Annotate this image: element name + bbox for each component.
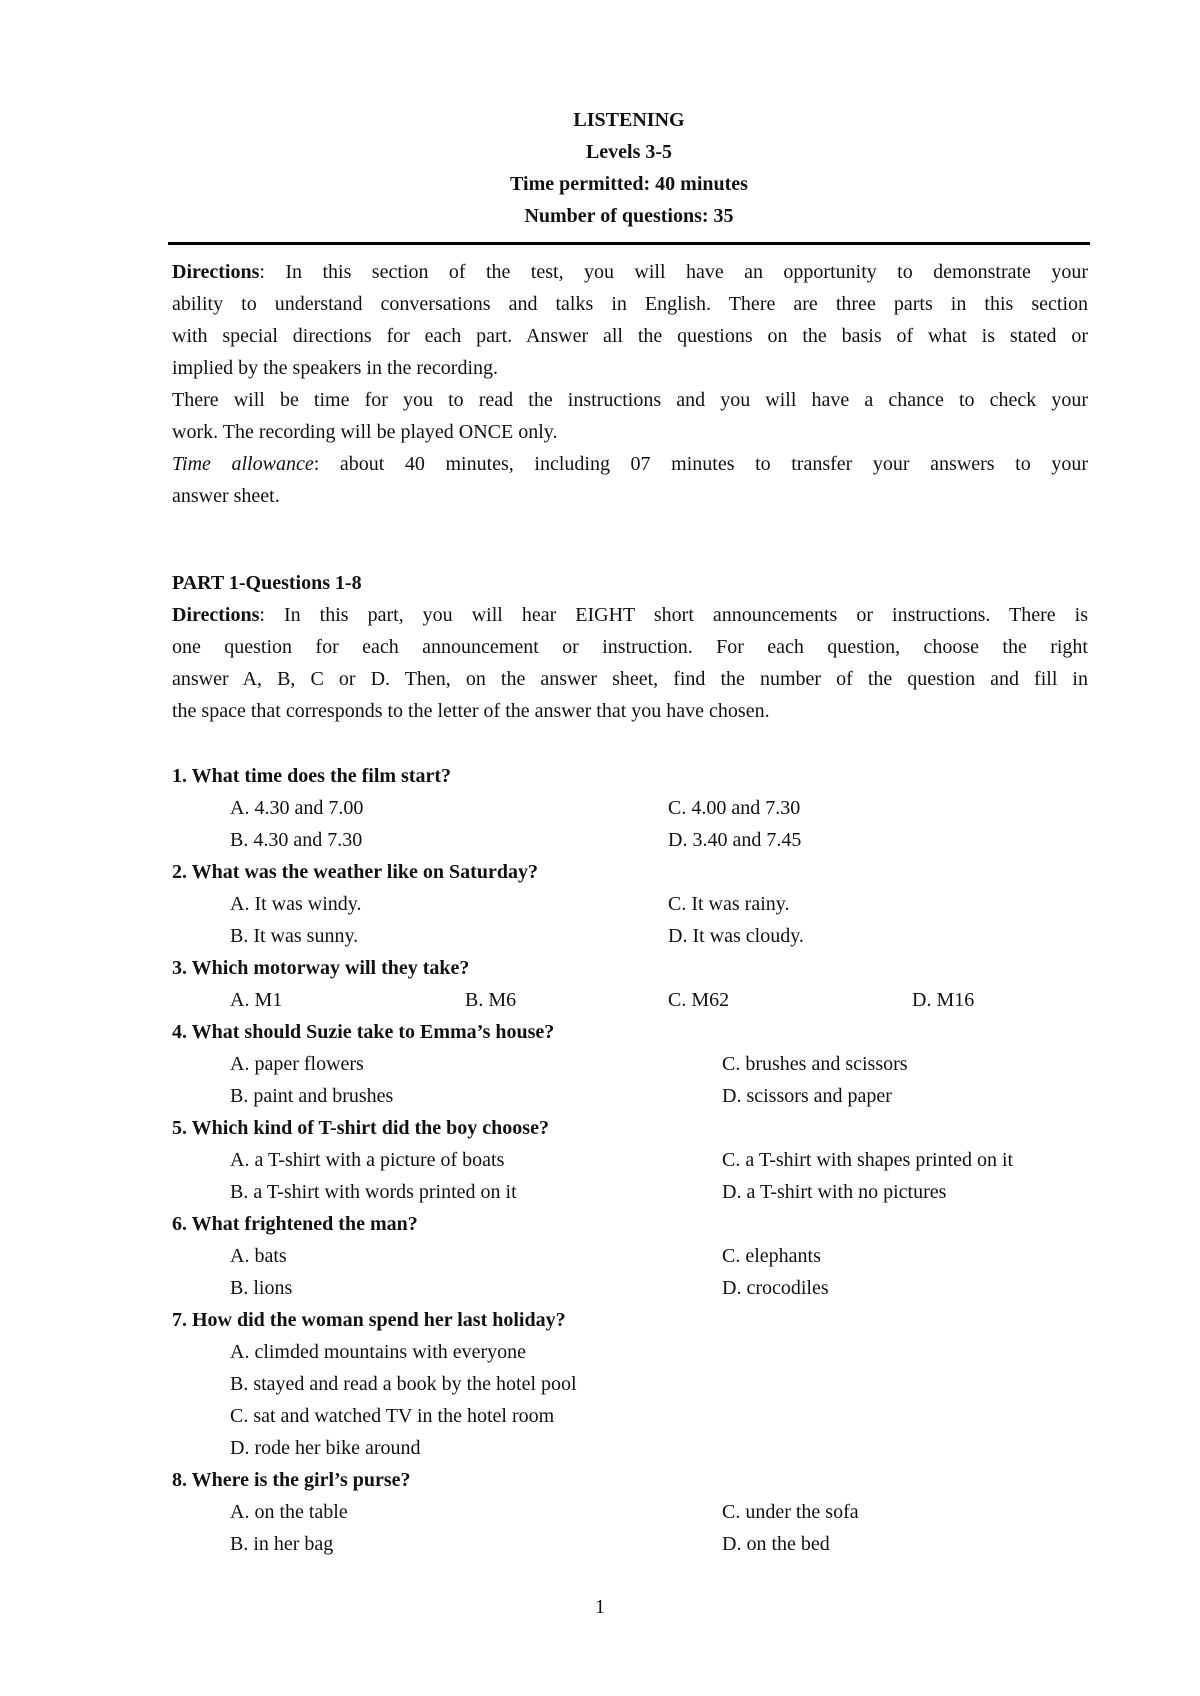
q2-option-a: A. It was windy. <box>230 893 362 915</box>
q5-option-c: C. a T-shirt with shapes printed on it <box>722 1149 1014 1171</box>
q7-option-c: C. sat and watched TV in the hotel room <box>230 1405 555 1427</box>
question-8: 8. Where is the girl’s purse? <box>172 1469 411 1491</box>
question-4: 4. What should Suzie take to Emma’s house? <box>172 1021 555 1043</box>
q1-option-a: A. 4.30 and 7.00 <box>230 797 364 819</box>
test-header <box>168 104 1090 232</box>
question-1: 1. What time does the film start? <box>172 765 452 787</box>
q7-option-b: B. stayed and read a book by the hotel pool <box>230 1373 577 1395</box>
levels: Levels 3-5 <box>585 141 673 163</box>
header-divider <box>168 242 1090 245</box>
question-3: 3. Which motorway will they take? <box>172 957 470 979</box>
q8-option-d: D. on the bed <box>722 1533 830 1555</box>
q8-option-a: A. on the table <box>230 1501 348 1523</box>
question-7: 7. How did the woman spend her last holiday? <box>172 1309 566 1331</box>
number-of-questions: Number of questions: 35 <box>524 205 734 227</box>
q3-option-c: C. M62 <box>668 989 730 1011</box>
q7-option-a: A. climded mountains with everyone <box>230 1341 527 1363</box>
q8-option-c: C. under the sofa <box>722 1501 859 1523</box>
page-number: 1 <box>595 1596 605 1618</box>
q3-option-a: A. M1 <box>230 989 283 1011</box>
q5-option-d: D. a T-shirt with no pictures <box>722 1181 947 1203</box>
q4-option-c: C. brushes and scissors <box>722 1053 908 1075</box>
q4-option-b: B. paint and brushes <box>230 1085 394 1107</box>
q4-option-d: D. scissors and paper <box>722 1085 892 1107</box>
q1-option-b: B. 4.30 and 7.30 <box>230 829 363 851</box>
q5-option-a: A. a T-shirt with a picture of boats <box>230 1149 505 1171</box>
q2-option-c: C. It was rainy. <box>668 893 790 915</box>
q2-option-d: D. It was cloudy. <box>668 925 804 947</box>
q1-option-c: C. 4.00 and 7.30 <box>668 797 801 819</box>
q4-option-a: A. paper flowers <box>230 1053 364 1075</box>
time-permitted: Time permitted: 40 minutes <box>510 173 748 195</box>
part1-title: PART 1-Questions 1-8 <box>172 572 362 594</box>
q2-option-b: B. It was sunny. <box>230 925 359 947</box>
q5-option-b: B. a T-shirt with words printed on it <box>230 1181 517 1203</box>
section-title: LISTENING <box>573 109 685 131</box>
time-allowance-label: Time allowance <box>172 453 314 475</box>
intro-directions: Directions: In this section of the test, you will have an opportunity to demonstrate your ability to understand conversations and talks in English. There are three parts in this section with special directions for each part. Answer all the questions on the basis of what is stated or implied by the speakers in the recording. There will be time for you to read the instructions and you will have a chance to check your work. The recording will be played ONCE only. Time allowance: about 40 minutes, including 07 minutes to transfer your answers to your answer sheet. <box>172 261 1088 507</box>
q3-option-b: B. M6 <box>465 989 517 1011</box>
question-6: 6. What frightened the man? <box>172 1213 418 1235</box>
q3-option-d: D. M16 <box>912 989 975 1011</box>
q6-option-b: B. lions <box>230 1277 293 1299</box>
q6-option-a: A. bats <box>230 1245 287 1267</box>
question-5: 5. Which kind of T-shirt did the boy choose? <box>172 1117 549 1139</box>
directions-label: Directions <box>172 261 260 283</box>
question-2: 2. What was the weather like on Saturday? <box>172 861 538 883</box>
part1-directions-label: Directions <box>172 604 260 626</box>
q8-option-b: B. in her bag <box>230 1533 334 1555</box>
q7-option-d: D. rode her bike around <box>230 1437 421 1459</box>
part1-section: PART 1-Questions 1-8 Directions: In this part, you will hear EIGHT short announcements or instructions. There is one question for each announcement or instruction. For each question, choose the right answer A, B, C or D. Then, on the answer sheet, find the number of the question and fill in the space that corresponds to the letter of the answer that you have chosen. <box>172 572 1088 722</box>
q6-option-d: D. crocodiles <box>722 1277 829 1299</box>
q6-option-c: C. elephants <box>722 1245 821 1267</box>
q1-option-d: D. 3.40 and 7.45 <box>668 829 802 851</box>
